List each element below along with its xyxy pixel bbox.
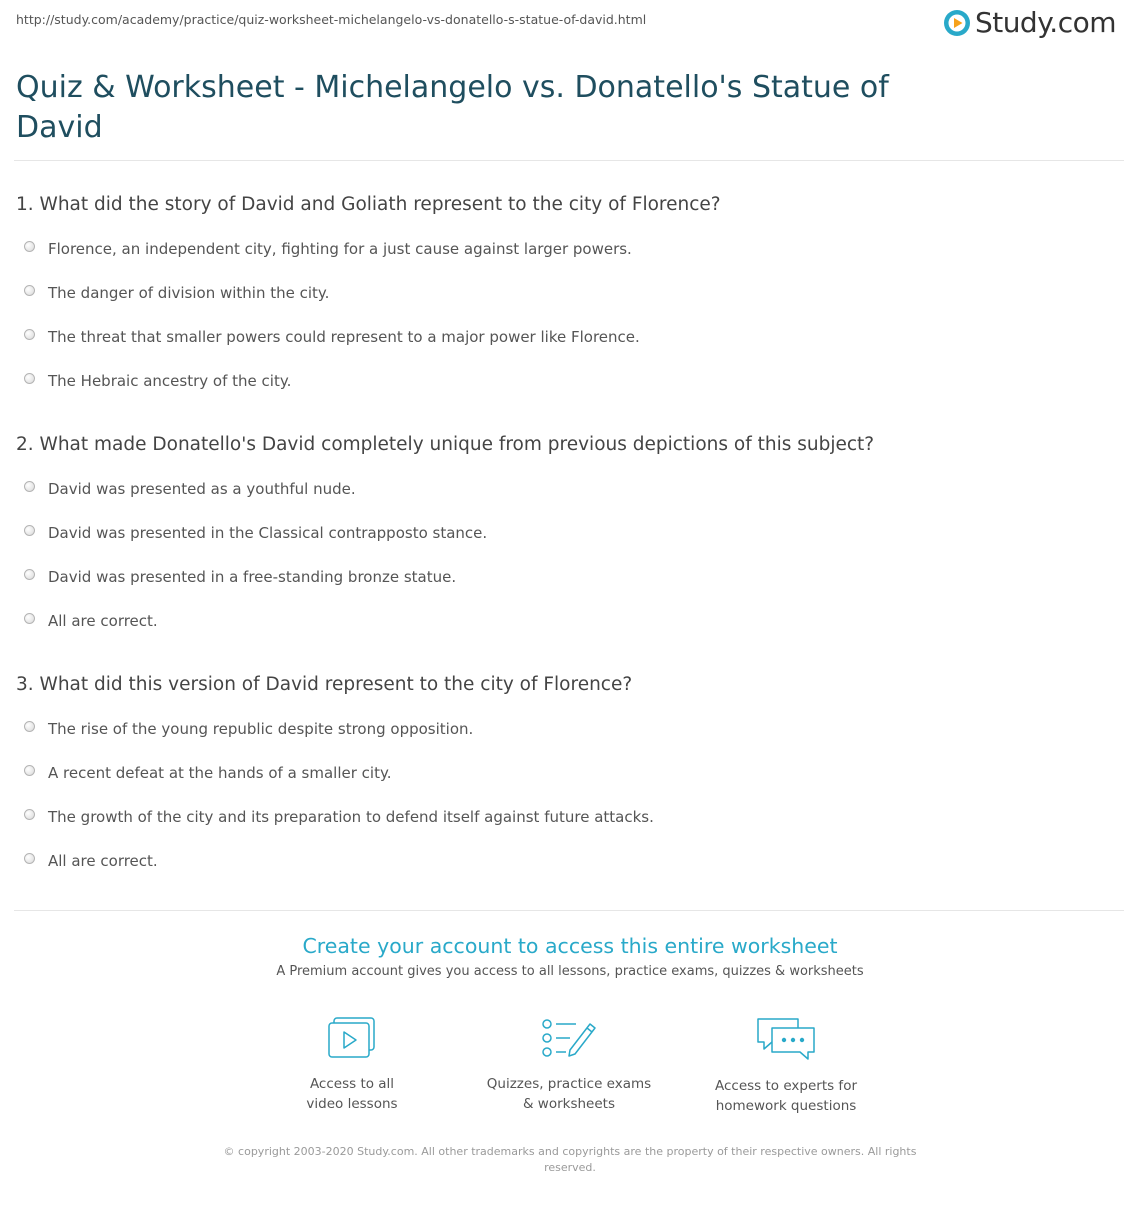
feature-video-lessons [252, 1016, 452, 1114]
answer-option[interactable] [24, 612, 158, 630]
radio-button[interactable] [24, 569, 35, 580]
feature-experts [686, 1016, 886, 1116]
question-1: 1. What did the story of David and Goliath represent to the city of Florence? [16, 194, 721, 215]
answer-option[interactable] [24, 480, 356, 498]
study-logo[interactable] [943, 6, 1116, 39]
answer-option[interactable] [24, 240, 632, 258]
create-account-link[interactable]: Create your account to access this entire worksheet [302, 934, 838, 958]
answer-option[interactable] [24, 328, 640, 346]
radio-button[interactable] [24, 241, 35, 252]
radio-button[interactable] [24, 765, 35, 776]
answer-option-text: David was presented as a youthful nude. [48, 480, 356, 498]
logo-text: Study.com [974, 6, 1116, 39]
page-url: http://study.com/academy/practice/quiz-worksheet-michelangelo-vs-donatello-s-statue-of-david.html [16, 12, 647, 27]
radio-button[interactable] [24, 373, 35, 384]
answer-option-text: The rise of the young republic despite strong opposition. [48, 720, 474, 738]
copyright-notice: © copyright 2003-2020 Study.com. All other trademarks and copyrights are the property of their respective owners. All rights reserved. [223, 1145, 917, 1174]
radio-button[interactable] [24, 613, 35, 624]
answer-option-text: David was presented in the Classical contrapposto stance. [48, 524, 488, 542]
video-lessons-icon [326, 1016, 378, 1060]
answer-option-text: Florence, an independent city, fighting for a just cause against larger powers. [48, 240, 632, 258]
feature-quizzes [469, 1016, 669, 1114]
title-divider [14, 160, 1124, 161]
chat-bubbles-icon [754, 1016, 818, 1062]
answer-option-text: David was presented in a free-standing bronze statue. [48, 568, 457, 586]
answer-option[interactable] [24, 808, 654, 826]
section-divider [14, 910, 1124, 911]
radio-button[interactable] [24, 329, 35, 340]
answer-option[interactable] [24, 852, 158, 870]
radio-button[interactable] [24, 853, 35, 864]
feature-label-line: homework questions [715, 1098, 857, 1114]
radio-button[interactable] [24, 481, 35, 492]
answer-option[interactable] [24, 284, 329, 302]
answer-option[interactable] [24, 568, 456, 586]
feature-label-line: & worksheets [522, 1096, 615, 1112]
feature-label-line: video lessons [306, 1096, 398, 1112]
feature-label-line: Access to experts for [714, 1078, 857, 1094]
answer-option-text: The growth of the city and its preparation to defend itself against future attacks. [48, 808, 654, 826]
page-title: Quiz & Worksheet - Michelangelo vs. Donatello's Statue of David [16, 70, 889, 145]
quiz-checklist-icon [540, 1016, 598, 1060]
radio-button[interactable] [24, 721, 35, 732]
radio-button[interactable] [24, 525, 35, 536]
feature-label-line: Access to all [309, 1076, 395, 1092]
radio-button[interactable] [24, 285, 35, 296]
answer-option-text: The Hebraic ancestry of the city. [48, 372, 292, 390]
feature-label-line: Quizzes, practice exams [486, 1076, 652, 1092]
answer-option[interactable] [24, 764, 391, 782]
answer-option[interactable] [24, 524, 487, 542]
play-circle-icon [943, 9, 971, 37]
answer-option-text: All are correct. [48, 612, 158, 630]
answer-option-text: The threat that smaller powers could represent to a major power like Florence. [48, 328, 640, 346]
answer-option[interactable] [24, 720, 473, 738]
answer-option[interactable] [24, 372, 291, 390]
answer-option-text: The danger of division within the city. [48, 284, 330, 302]
answer-option-text: A recent defeat at the hands of a smaller city. [48, 764, 392, 782]
premium-description: A Premium account gives you access to all lessons, practice exams, quizzes & worksheets [276, 964, 864, 979]
answer-option-text: All are correct. [48, 852, 158, 870]
question-3: 3. What did this version of David represent to the city of Florence? [16, 674, 633, 695]
question-2: 2. What made Donatello's David completely unique from previous depictions of this subject? [16, 434, 875, 455]
radio-button[interactable] [24, 809, 35, 820]
